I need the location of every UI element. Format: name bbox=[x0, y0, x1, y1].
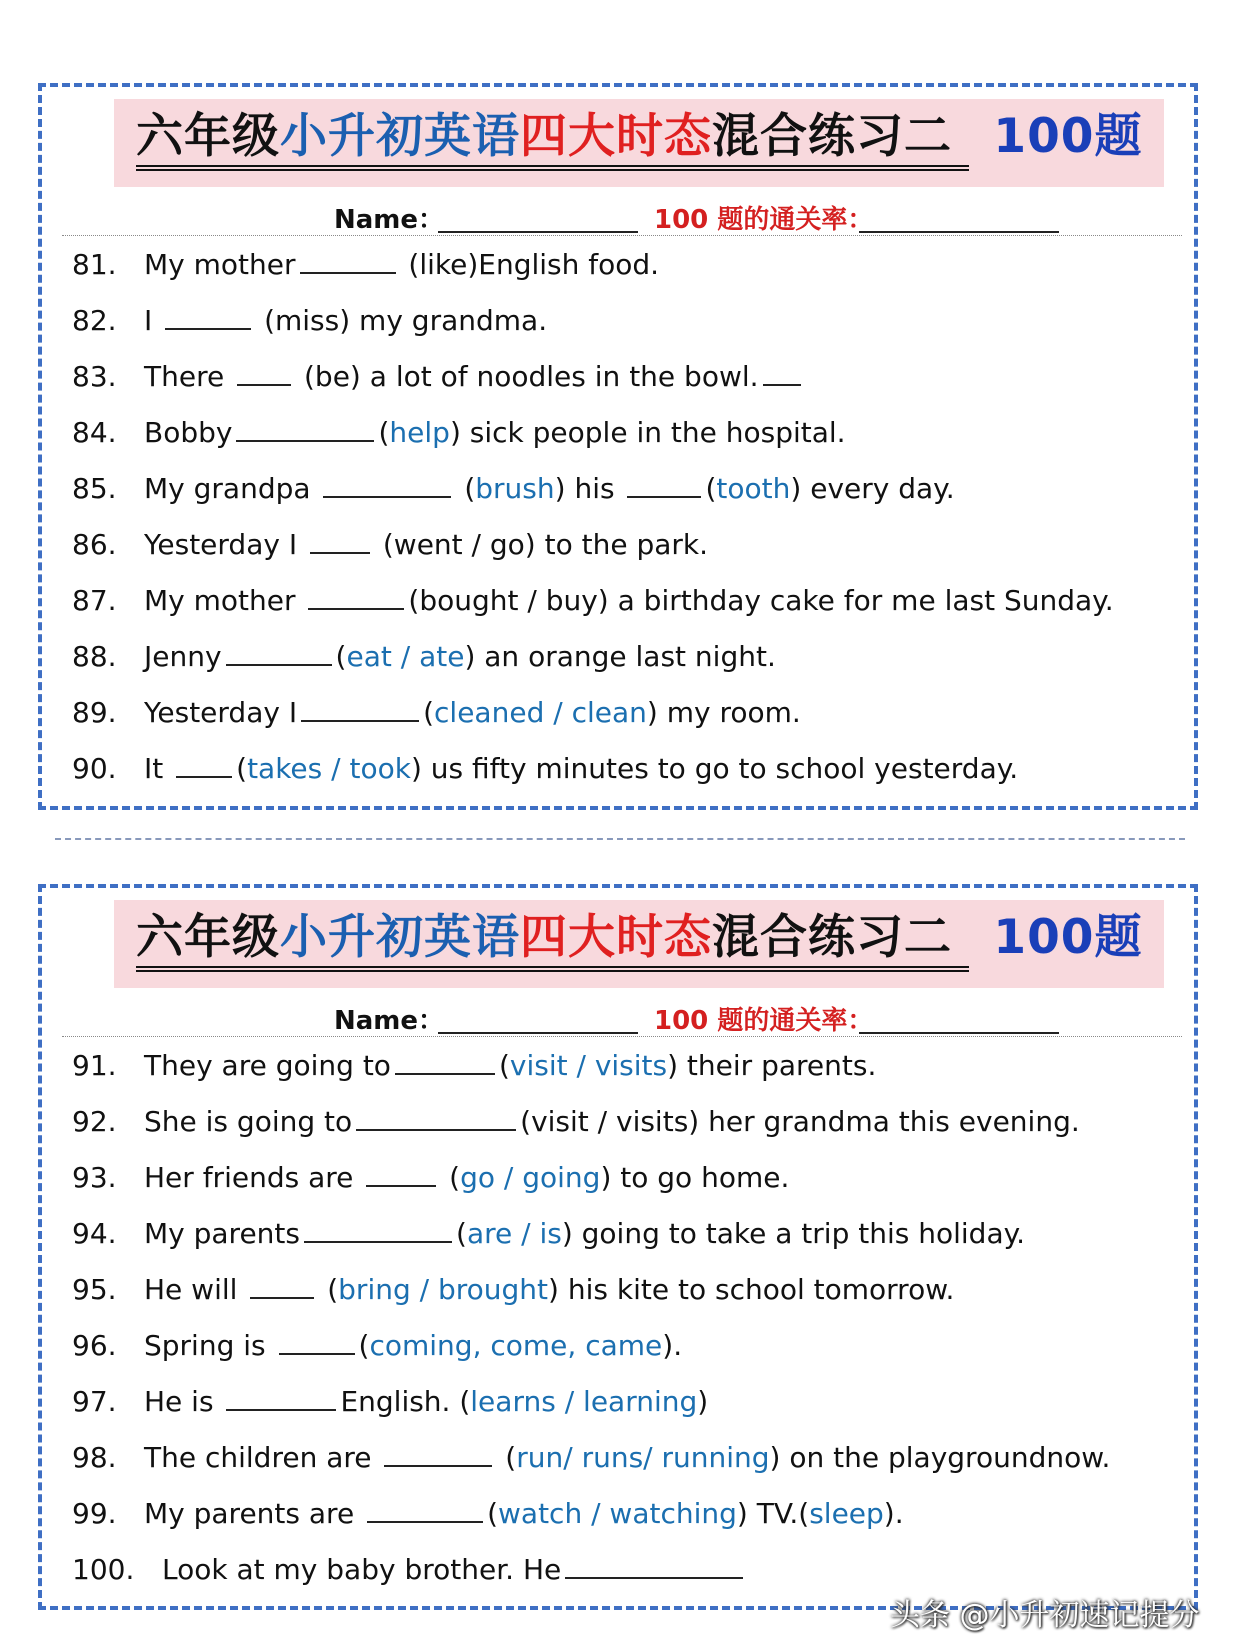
title-banner bbox=[114, 900, 1164, 988]
name-label: Name： bbox=[334, 205, 445, 235]
answer-blank[interactable] bbox=[367, 1495, 483, 1523]
sentence-fragment: My mother bbox=[144, 584, 305, 617]
sentence-fragment: ). bbox=[662, 1329, 683, 1362]
sentence-fragment: The children are bbox=[144, 1441, 381, 1474]
answer-blank[interactable] bbox=[395, 1047, 495, 1075]
answer-blank[interactable] bbox=[279, 1327, 355, 1355]
worksheet-title bbox=[136, 109, 1142, 165]
name-label: Name： bbox=[334, 1006, 445, 1036]
sentence-fragment: ) their parents. bbox=[667, 1049, 877, 1082]
answer-blank[interactable] bbox=[356, 1103, 516, 1131]
word-options: brush bbox=[475, 472, 555, 505]
question-number: 81. bbox=[72, 248, 117, 281]
question-number: 83. bbox=[72, 360, 117, 393]
question-text bbox=[144, 245, 659, 285]
sentence-fragment: ) his kite to school tomorrow. bbox=[548, 1273, 955, 1306]
question-number: 100. bbox=[72, 1553, 135, 1586]
sentence-fragment: ( bbox=[236, 752, 248, 785]
name-row bbox=[62, 994, 1182, 1037]
sentence-fragment: ) every day. bbox=[790, 472, 955, 505]
question-text bbox=[144, 1494, 904, 1534]
question-number: 84. bbox=[72, 416, 117, 449]
sentence-fragment: (miss) my grandma. bbox=[255, 304, 548, 337]
question-text bbox=[144, 357, 805, 397]
sentence-fragment: ) an orange last night. bbox=[464, 640, 776, 673]
sentence-fragment: Look at my baby brother. He bbox=[162, 1553, 562, 1586]
sentence-fragment: ) my room. bbox=[646, 696, 801, 729]
question-text bbox=[144, 1102, 1080, 1142]
sentence-fragment: ( bbox=[318, 1273, 339, 1306]
name-blank bbox=[438, 231, 638, 233]
worksheet-panel-2 bbox=[38, 884, 1198, 1610]
question-text bbox=[144, 637, 776, 677]
title-banner bbox=[114, 99, 1164, 187]
question-number: 95. bbox=[72, 1273, 117, 1306]
answer-blank[interactable] bbox=[176, 750, 232, 778]
answer-blank[interactable] bbox=[300, 246, 396, 274]
word-options: eat / ate bbox=[346, 640, 465, 673]
answer-blank[interactable] bbox=[323, 470, 451, 498]
question-text bbox=[144, 1270, 954, 1310]
answer-blank[interactable] bbox=[165, 302, 251, 330]
question-number: 91. bbox=[72, 1049, 117, 1082]
question-text bbox=[144, 1438, 1110, 1478]
sentence-fragment: He is bbox=[144, 1385, 223, 1418]
sentence-fragment: English. ( bbox=[340, 1385, 471, 1418]
sentence-fragment: They are going to bbox=[144, 1049, 391, 1082]
sentence-fragment: Yesterday I bbox=[144, 696, 298, 729]
section-separator bbox=[55, 838, 1185, 840]
question-text bbox=[162, 1550, 747, 1590]
answer-blank[interactable] bbox=[304, 1215, 452, 1243]
sentence-fragment: It bbox=[144, 752, 173, 785]
sentence-fragment: My grandpa bbox=[144, 472, 320, 505]
word-options: learns / learning bbox=[470, 1385, 698, 1418]
answer-blank[interactable] bbox=[308, 582, 404, 610]
answer-blank[interactable] bbox=[565, 1551, 743, 1579]
answer-blank[interactable] bbox=[226, 638, 332, 666]
word-options: coming, come, came bbox=[369, 1329, 663, 1362]
word-options: visit / visits bbox=[509, 1049, 668, 1082]
sentence-fragment: My mother bbox=[144, 248, 296, 281]
question-number: 85. bbox=[72, 472, 117, 505]
sentence-fragment: (be) a lot of noodles in the bowl. bbox=[295, 360, 759, 393]
pass-rate-label: 100 题的通关率： bbox=[654, 1006, 874, 1036]
sentence-fragment: I bbox=[144, 304, 162, 337]
sentence-fragment: ) sick people in the hospital. bbox=[449, 416, 846, 449]
question-text bbox=[144, 525, 708, 565]
name-blank bbox=[438, 1032, 638, 1034]
question-number: 87. bbox=[72, 584, 117, 617]
question-text bbox=[144, 1382, 708, 1422]
sentence-fragment: (bought / buy) a birthday cake for me last Sunday. bbox=[408, 584, 1114, 617]
question-text bbox=[144, 301, 547, 341]
sentence-fragment: ) to go home. bbox=[600, 1161, 790, 1194]
question-number: 99. bbox=[72, 1497, 117, 1530]
word-options: takes / took bbox=[247, 752, 411, 785]
question-number: 92. bbox=[72, 1105, 117, 1138]
sentence-fragment: ) TV.( bbox=[736, 1497, 810, 1530]
sentence-fragment: ) going to take a trip this holiday. bbox=[561, 1217, 1026, 1250]
pass-rate-label: 100 题的通关率： bbox=[654, 205, 874, 235]
title-part-practice: 混合练习二 bbox=[712, 910, 952, 965]
word-options: run/ runs/ running bbox=[516, 1441, 770, 1474]
title-count: 100题 bbox=[993, 109, 1143, 164]
question-text bbox=[144, 1046, 876, 1086]
sentence-fragment: Jenny bbox=[144, 640, 222, 673]
sentence-fragment: He will bbox=[144, 1273, 247, 1306]
answer-blank[interactable] bbox=[366, 1159, 436, 1187]
sentence-fragment: ) bbox=[697, 1385, 709, 1418]
title-part-practice: 混合练习二 bbox=[712, 109, 952, 164]
word-options: are / is bbox=[466, 1217, 562, 1250]
sentence-fragment: ( bbox=[455, 472, 476, 505]
sentence-fragment: (visit / visits) her grandma this evening. bbox=[520, 1105, 1080, 1138]
question-text bbox=[144, 581, 1114, 621]
sentence-fragment: ( bbox=[456, 1217, 467, 1250]
word-options: watch / watching bbox=[498, 1497, 737, 1530]
title-part-grade: 六年级 bbox=[136, 109, 280, 164]
sentence-fragment: My parents are bbox=[144, 1497, 364, 1530]
word-options: help bbox=[389, 416, 450, 449]
title-part-tenses: 四大时态 bbox=[520, 109, 712, 164]
sentence-fragment: ) us fifty minutes to go to school yesterday. bbox=[410, 752, 1019, 785]
sentence-fragment: Spring is bbox=[144, 1329, 275, 1362]
pass-rate-blank bbox=[859, 231, 1059, 233]
sentence-fragment: Bobby bbox=[144, 416, 233, 449]
question-text bbox=[144, 749, 1018, 789]
sentence-fragment: (went / go) to the park. bbox=[373, 528, 709, 561]
question-number: 96. bbox=[72, 1329, 117, 1362]
word-options: cleaned / clean bbox=[434, 696, 647, 729]
sentence-fragment: Her friends are bbox=[144, 1161, 363, 1194]
question-number: 90. bbox=[72, 752, 117, 785]
title-part-subject: 小升初英语 bbox=[280, 109, 520, 164]
answer-blank[interactable] bbox=[763, 358, 801, 386]
sentence-fragment: My parents bbox=[144, 1217, 300, 1250]
sentence-fragment: ( bbox=[498, 1049, 510, 1082]
sentence-fragment: She is going to bbox=[144, 1105, 353, 1138]
sentence-fragment: ) on the playgroundnow. bbox=[769, 1441, 1111, 1474]
question-text bbox=[144, 1214, 1025, 1254]
question-text bbox=[144, 1158, 789, 1198]
word-options: go / going bbox=[460, 1161, 601, 1194]
answer-blank[interactable] bbox=[237, 358, 291, 386]
sentence-fragment: ). bbox=[883, 1497, 904, 1530]
question-number: 89. bbox=[72, 696, 117, 729]
question-text bbox=[144, 469, 955, 509]
question-number: 98. bbox=[72, 1441, 117, 1474]
name-row bbox=[62, 193, 1182, 236]
sentence-fragment: Yesterday I bbox=[144, 528, 306, 561]
sentence-fragment: ( bbox=[335, 640, 347, 673]
sentence-fragment: ( bbox=[378, 416, 390, 449]
title-part-grade: 六年级 bbox=[136, 910, 280, 965]
sentence-fragment: ( bbox=[496, 1441, 517, 1474]
answer-blank[interactable] bbox=[250, 1271, 314, 1299]
question-number: 97. bbox=[72, 1385, 117, 1418]
question-number: 93. bbox=[72, 1161, 117, 1194]
question-number: 88. bbox=[72, 640, 117, 673]
watermark: 头条 @小升初速记提分 bbox=[890, 1598, 1200, 1633]
title-part-tenses: 四大时态 bbox=[520, 910, 712, 965]
answer-blank[interactable] bbox=[384, 1439, 492, 1467]
answer-blank[interactable] bbox=[310, 526, 370, 554]
title-part-subject: 小升初英语 bbox=[280, 910, 520, 965]
question-number: 82. bbox=[72, 304, 117, 337]
answer-blank[interactable] bbox=[236, 414, 374, 442]
question-text bbox=[144, 413, 846, 453]
sentence-fragment: ) his bbox=[554, 472, 624, 505]
pass-rate-blank bbox=[859, 1032, 1059, 1034]
sentence-fragment: ( bbox=[705, 472, 717, 505]
sentence-fragment: ( bbox=[423, 696, 435, 729]
worksheet-panel-1 bbox=[38, 83, 1198, 810]
answer-blank[interactable] bbox=[627, 470, 701, 498]
word-options: sleep bbox=[809, 1497, 884, 1530]
sentence-fragment: ( bbox=[487, 1497, 499, 1530]
answer-blank[interactable] bbox=[301, 694, 419, 722]
title-count: 100题 bbox=[993, 910, 1143, 965]
sentence-fragment: ( bbox=[440, 1161, 461, 1194]
sentence-fragment: (like)English food. bbox=[399, 248, 660, 281]
answer-blank[interactable] bbox=[226, 1383, 336, 1411]
word-options: bring / brought bbox=[338, 1273, 549, 1306]
sentence-fragment: There bbox=[144, 360, 234, 393]
question-text bbox=[144, 1326, 682, 1366]
word-options: tooth bbox=[716, 472, 791, 505]
question-number: 94. bbox=[72, 1217, 117, 1250]
sentence-fragment: ( bbox=[358, 1329, 370, 1362]
question-text bbox=[144, 693, 801, 733]
question-number: 86. bbox=[72, 528, 117, 561]
worksheet-title bbox=[136, 910, 1142, 966]
